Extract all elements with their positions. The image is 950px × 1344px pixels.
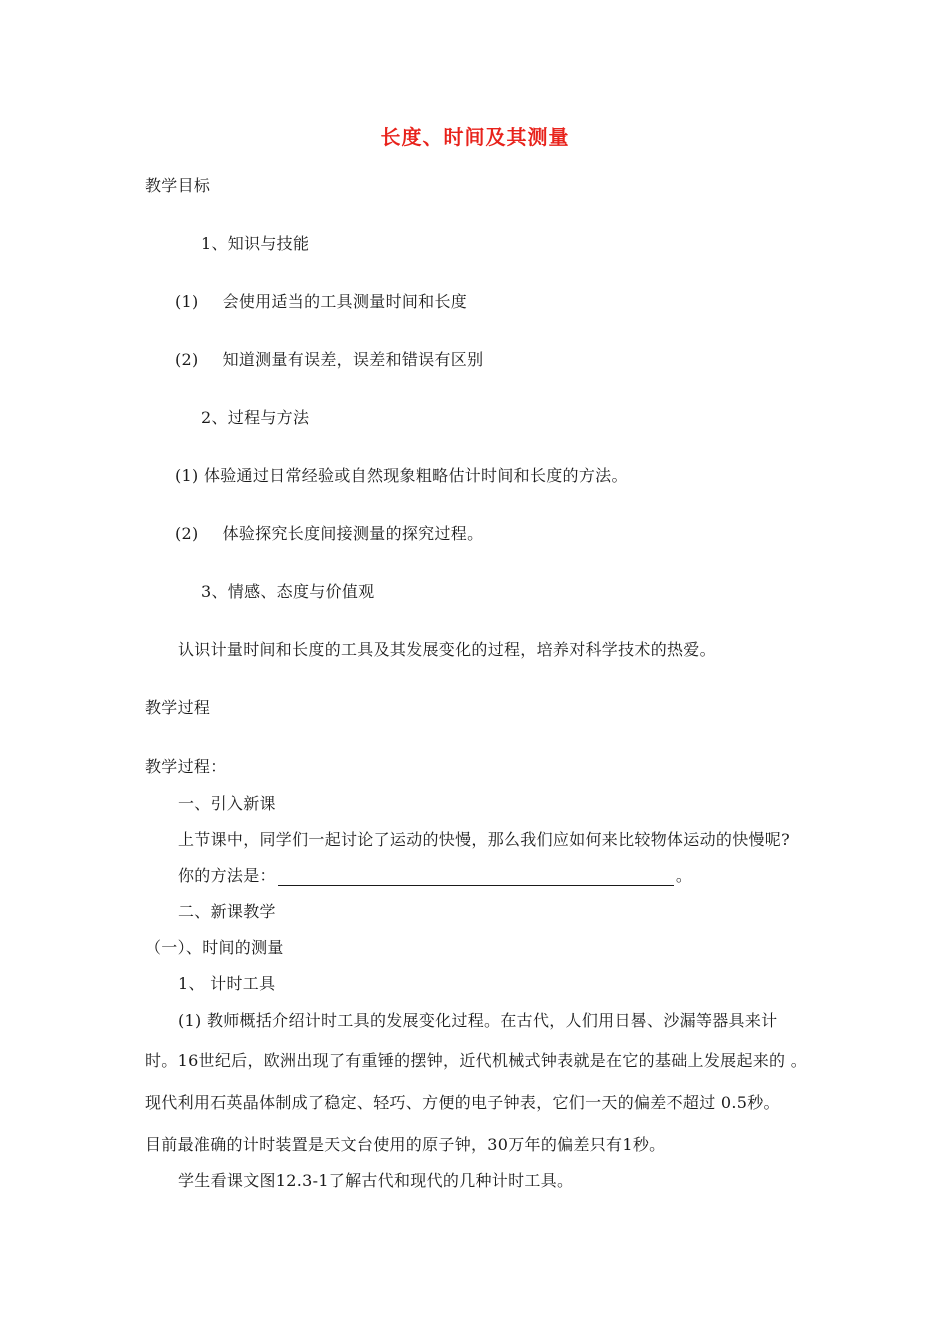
objective-item-4: [175, 524, 483, 544]
paragraph-line-3: 现代利用石英晶体制成了稳定、轻巧、方便的电子钟表，它们一天的偏差不超过 0.5秒。: [145, 1093, 780, 1112]
objective-item-5: 认识计量时间和长度的工具及其发展变化的过程，培养对科学技术的热爱。: [178, 640, 716, 659]
process-heading: 教学过程：: [145, 757, 227, 776]
objective-item-4-number: (2): [175, 524, 199, 543]
objective-item-2: [175, 350, 483, 370]
objective-item-2-number: (2): [175, 350, 199, 369]
objective-item-4-text: 体验探究长度间接测量的探究过程。: [222, 524, 484, 543]
process-answer-line: [178, 866, 692, 886]
answer-blank: [278, 868, 674, 886]
process-part-1: 一、引入新课: [178, 794, 276, 813]
process-part-2: 二、新课教学: [178, 902, 276, 921]
objective-item-1-text: 会使用适当的工具测量时间和长度: [222, 292, 468, 311]
process-subsection-time: （一）、时间的测量: [145, 938, 284, 957]
process-question: 上节课中，同学们一起讨论了运动的快慢，那么我们应如何来比较物体运动的快慢呢?: [178, 830, 790, 849]
process-item-timing-tools: 1、 计时工具: [178, 974, 276, 993]
objective-heading-knowledge: 1、知识与技能: [201, 234, 310, 253]
objective-item-3: (1) 体验通过日常经验或自然现象粗略估计时间和长度的方法。: [175, 466, 628, 485]
section-heading-process: 教学过程: [145, 698, 211, 717]
paragraph-line-5: 学生看课文图12.3-1了解古代和现代的几种计时工具。: [178, 1171, 574, 1190]
section-heading-objectives: 教学目标: [145, 176, 211, 195]
paragraph-line-4: 目前最准确的计时装置是天文台使用的原子钟，30万年的偏差只有1秒。: [145, 1135, 666, 1154]
answer-label: 你的方法是：: [178, 866, 276, 885]
paragraph-line-2: 时。16世纪后，欧洲出现了有重锤的摆钟，近代机械式钟表就是在它的基础上发展起来的 。: [145, 1051, 808, 1070]
paragraph-line-1: (1) 教师概括介绍计时工具的发展变化过程。在古代，人们用日晷、沙漏等器具来计: [178, 1011, 778, 1030]
document-title: 长度、时间及其测量: [380, 125, 570, 149]
objective-item-1: [175, 292, 467, 312]
objective-item-2-text: 知道测量有误差，误差和错误有区别: [222, 350, 484, 369]
objective-heading-process: 2、过程与方法: [201, 408, 310, 427]
answer-end: 。: [675, 866, 693, 885]
objective-heading-attitude: 3、情感、态度与价值观: [201, 582, 375, 601]
objective-item-1-number: (1): [175, 292, 199, 311]
